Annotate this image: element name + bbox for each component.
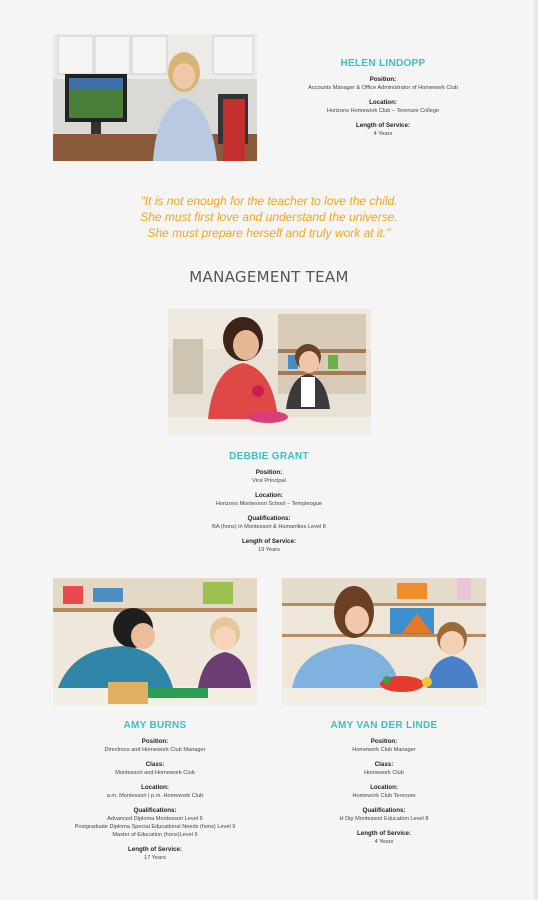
qualifications-label: Qualifications: [247,515,291,522]
service-label: Length of Service: [128,846,182,853]
helen-lindopp-profile [290,58,476,145]
service-value: 4 Years [373,131,393,137]
location-value: a.m. Montessori | p.m. Homework Club [106,793,204,799]
helen-lindopp-photo [53,34,257,161]
qualifications-value: H Dip Montessori Education Level 8 [339,816,429,822]
debbie-grant-name: DEBBIE GRANT [229,451,309,462]
service-value: 17 Years [144,855,166,861]
location-label: Location: [370,784,398,791]
position-value: Vice Principal [252,478,286,484]
qualification-line: Advanced Diploma Montessori Level 6 [107,816,203,822]
service-label: Length of Service: [356,122,410,129]
amy-burns-photo [53,578,257,706]
qualifications-value: BA (hons) in Montessori & Humanities Level 8 [212,524,326,530]
debbie-grant-profile [176,451,362,561]
position-value: Accounts Manager & Office Administrator of Homework Club [308,85,458,91]
position-value: Homework Club Manager [352,747,416,753]
class-label: Class: [145,761,165,768]
amy-van-der-linde-profile [282,720,486,853]
location-label: Location: [141,784,169,791]
class-value: Homework Club [364,770,404,776]
position-value: Directress and Homework Club Manager [104,747,206,753]
service-label: Length of Service: [242,538,296,545]
quote-line-3: She must prepare herself and truly work at it." [147,226,391,240]
position-label: Position: [369,76,397,83]
qualification-line: Master of Education (hons)Level 9 [112,832,198,838]
location-label: Location: [369,99,397,106]
amy-burns-name: AMY BURNS [123,720,187,731]
quote-line-2: She must first love and understand the universe. [140,210,398,224]
service-value: 4 Years [374,839,394,845]
service-label: Length of Service: [357,830,411,837]
location-value: Homework Club Terenure [352,793,416,799]
helen-lindopp-name: HELEN LINDOPP [340,58,426,69]
amy-van-der-linde-name: AMY VAN DER LINDE [330,720,438,731]
class-value: Montessori and Homework Club [115,770,195,776]
qualification-line: Postgraduate Diploma Special Educational Needs (hons) Level 9 [74,824,236,830]
location-label: Location: [255,492,283,499]
qualifications-label: Qualifications: [362,807,406,814]
montessori-quote [0,193,538,241]
qualifications-label: Qualifications: [133,807,177,814]
position-label: Position: [370,738,398,745]
position-label: Position: [255,469,283,476]
position-label: Position: [141,738,169,745]
service-value: 19 Years [258,547,280,553]
location-value: Horizons Homework Club – Terenure College [326,108,440,114]
class-label: Class: [374,761,394,768]
quote-line-1: "It is not enough for the teacher to love the child. [140,194,398,208]
page-scrollbar[interactable] [534,0,538,900]
amy-van-der-linde-photo [282,578,486,706]
location-value: Horizons Montessori School – Templeogue [215,501,323,507]
management-team-heading: MANAGEMENT TEAM [189,268,349,286]
debbie-grant-photo [168,309,371,436]
qualifications-value [53,815,257,839]
amy-burns-profile [53,720,257,869]
